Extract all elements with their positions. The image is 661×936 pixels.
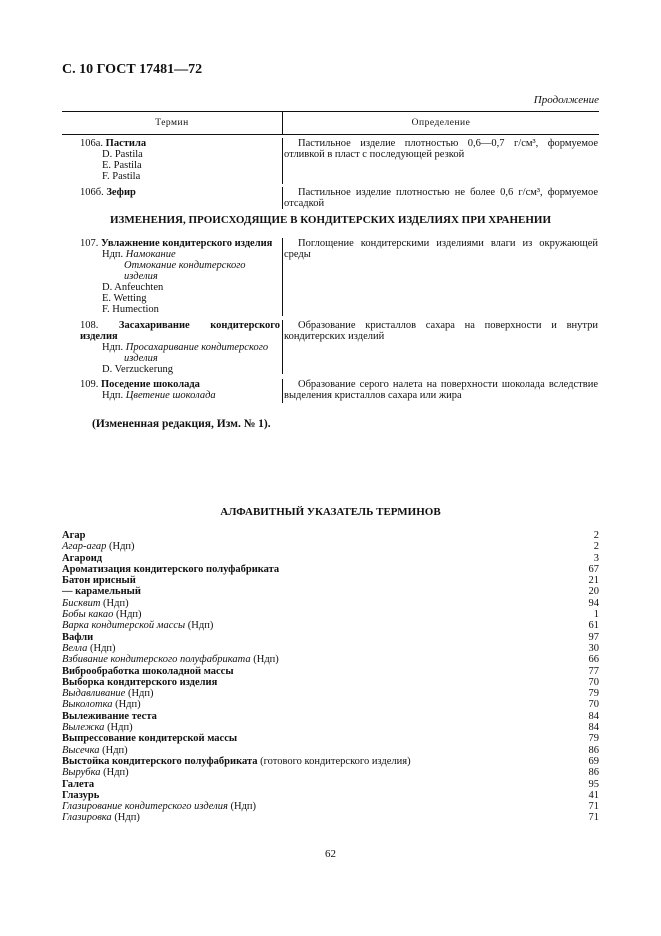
index-term: Выдавливание — [62, 688, 126, 700]
ndp-prefix: Ндп. — [102, 249, 124, 260]
index-term-suffix: (Ндп) — [104, 722, 133, 734]
index-term-number: 84 — [588, 710, 599, 722]
foreign-equivalent: E. Pastila — [102, 160, 142, 171]
index-term-number: 86 — [588, 767, 599, 779]
index-term-number: 71 — [588, 801, 599, 813]
deprecated-term: Намокание — [125, 249, 176, 260]
entry-term: Пастила — [105, 138, 147, 149]
index-term: Агар — [62, 530, 86, 541]
index-term-number: 70 — [588, 699, 599, 711]
index-term: Агароид — [62, 552, 103, 564]
section-title: ИЗМЕНЕНИЯ, ПРОИСХОДЯЩИЕ В КОНДИТЕРСКИХ ИЗДЕЛИЯХ ПРИ ХРАНЕНИИ — [109, 214, 552, 226]
foreign-equivalent: E. Wetting — [102, 293, 147, 304]
foreign-equivalent: D. Anfeuchten — [102, 282, 164, 293]
index-term-number: 20 — [588, 586, 599, 598]
index-term-suffix: (Ндп) — [227, 801, 257, 813]
index-term: Бобы какао — [62, 609, 114, 621]
index-term-number: 84 — [588, 722, 599, 734]
index-term: Вылежка — [62, 722, 105, 734]
index-row — [62, 677, 599, 688]
index-term: — карамельный — [62, 586, 141, 598]
index-term: Вафли — [62, 631, 94, 643]
index-term-number: 71 — [588, 812, 599, 824]
index-row — [62, 586, 599, 597]
table-header — [62, 111, 599, 135]
index-term: Вылеживание теста — [62, 710, 157, 722]
index-term: Ароматизация кондитерского полуфабриката — [62, 563, 280, 575]
index-row — [62, 564, 599, 575]
index-row — [62, 632, 599, 643]
index-term-number: 30 — [588, 642, 599, 654]
index-term-suffix: (Ндп) — [87, 642, 116, 654]
index-row — [62, 541, 599, 552]
entry-term: Засахаривание кондитерского изделия — [80, 320, 281, 342]
deprecated-term: изделия — [124, 271, 158, 282]
index-term-suffix: (Ндп) — [106, 541, 135, 553]
index-row — [62, 688, 599, 699]
index-term-number: 95 — [588, 778, 599, 790]
index-term-number: 3 — [593, 552, 599, 564]
index-term: Высечка — [62, 744, 100, 756]
index-term: Выпрессование кондитерской массы — [62, 733, 238, 745]
index-term-number: 79 — [588, 733, 599, 745]
index-term-suffix: (Ндп) — [112, 699, 141, 711]
index-term-suffix: (Ндп) — [100, 597, 129, 609]
term-column-header: Термин — [155, 118, 189, 128]
index-term-suffix: (готового кондитерского изделия) — [257, 755, 411, 767]
entry-definition: Образование кристаллов сахара на поверхности и внутри кондитерских изделий — [284, 320, 598, 342]
index-term-number: 79 — [588, 688, 599, 700]
index-row — [62, 711, 599, 722]
index-row — [62, 643, 599, 654]
foreign-equivalent: F. Pastila — [102, 171, 141, 182]
index-term: Галета — [62, 778, 95, 790]
foreign-equivalent: F. Humection — [102, 304, 159, 315]
index-row — [62, 598, 599, 609]
index-term-number: 21 — [588, 575, 599, 587]
index-row — [62, 530, 599, 541]
index-row — [62, 733, 599, 744]
index-term-number: 41 — [588, 789, 599, 801]
index-term: Варка кондитерской массы — [62, 620, 186, 632]
index-term-suffix: (Ндп) — [185, 620, 214, 632]
index-term-suffix: (Ндп) — [100, 767, 129, 779]
deprecated-term: изделия — [124, 353, 158, 364]
index-row — [62, 790, 599, 801]
index-term-number: 2 — [593, 541, 599, 553]
index-row — [62, 609, 599, 620]
index-term-number: 2 — [593, 530, 599, 541]
index-term: Выборка кондитерского изделия — [62, 676, 218, 688]
index-row — [62, 575, 599, 586]
entry-definition: Поглощение кондитерскими изделиями влаги из окружающей среды — [284, 238, 598, 260]
index-title: АЛФАВИТНЫЙ УКАЗАТЕЛЬ ТЕРМИНОВ — [220, 506, 441, 518]
index-term: Взбивание кондитерского полуфабриката — [62, 654, 251, 666]
index-term-suffix: (Ндп) — [111, 812, 140, 824]
index-term: Выколотка — [62, 699, 113, 711]
entry-number: 106а. — [80, 138, 104, 149]
deprecated-term: Отмокание кондитерского — [124, 260, 246, 271]
index-term: Батон ирисный — [62, 575, 136, 587]
page-number: 62 — [325, 848, 336, 860]
entry-term: Увлажнение кондитерского изделия — [101, 238, 273, 249]
index-term: Виброобработка шоколадной массы — [62, 665, 234, 677]
index-row — [62, 620, 599, 631]
index-term: Глазировка — [62, 812, 112, 824]
index-term: Велла — [62, 642, 88, 654]
ndp-prefix: Ндп. — [102, 390, 124, 401]
index-term-suffix: (Ндп) — [250, 654, 279, 666]
index-term: Глазирование кондитерского изделия — [62, 801, 228, 813]
alphabetical-index — [62, 530, 599, 824]
index-term: Вырубка — [62, 767, 101, 779]
index-row — [62, 779, 599, 790]
index-term-suffix: (Ндп) — [99, 744, 128, 756]
entry-number: 108. — [80, 320, 99, 331]
index-row — [62, 654, 599, 665]
definition-column-header: Определение — [282, 112, 599, 134]
index-row — [62, 699, 599, 710]
deprecated-term: Просахаривание кондитерского — [125, 342, 269, 353]
index-row — [62, 722, 599, 733]
index-row — [62, 756, 599, 767]
index-term-number: 69 — [588, 755, 599, 767]
index-term-number: 61 — [588, 620, 599, 632]
index-row — [62, 745, 599, 756]
index-row — [62, 553, 599, 564]
amendment-note: (Измененная редакция, Изм. № 1). — [92, 418, 271, 430]
foreign-equivalent: D. Verzuckerung — [102, 364, 173, 375]
index-row — [62, 801, 599, 812]
page-header: С. 10 ГОСТ 17481—72 — [62, 62, 203, 77]
entry-definition: Пастильное изделие плотностью 0,6—0,7 г/см³, формуемое отливкой в пласт с последующей резкой — [284, 138, 598, 160]
ndp-prefix: Ндп. — [102, 342, 124, 353]
entry-term: Зефир — [106, 187, 136, 198]
index-term-suffix: (Ндп) — [113, 609, 142, 621]
index-term-number: 66 — [588, 654, 599, 666]
entry-term: Поседение шоколада — [101, 379, 200, 390]
entry-number: 109. — [80, 379, 99, 390]
index-term-number: 1 — [593, 609, 599, 621]
foreign-equivalent: D. Pastila — [102, 149, 143, 160]
index-term: Выстойка кондитерского полуфабриката — [62, 755, 258, 767]
index-row — [62, 666, 599, 677]
continued-label: Продолжение — [533, 94, 599, 106]
index-term: Агар-агар — [62, 541, 107, 553]
entry-definition: Пастильное изделие плотностью не более 0,6 г/см³, формуемое отсадкой — [284, 187, 598, 209]
index-row — [62, 767, 599, 778]
index-term: Глазурь — [62, 789, 100, 801]
index-row — [62, 812, 599, 823]
index-term-number: 94 — [588, 597, 599, 609]
index-term: Бисквит — [62, 597, 101, 609]
index-term-number: 77 — [588, 665, 599, 677]
entry-number: 107. — [80, 238, 99, 249]
index-term-number: 86 — [588, 744, 599, 756]
entry-number: 106б. — [80, 187, 104, 198]
index-term-suffix: (Ндп) — [125, 688, 154, 700]
deprecated-term: Цветение шоколада — [125, 390, 216, 401]
index-term-number: 67 — [588, 563, 599, 575]
entry-definition: Образование серого налета на поверхности шоколада вследствие выделения кристаллов сахара или жира — [284, 379, 598, 401]
index-term-number: 97 — [588, 631, 599, 643]
index-term-number: 70 — [588, 676, 599, 688]
